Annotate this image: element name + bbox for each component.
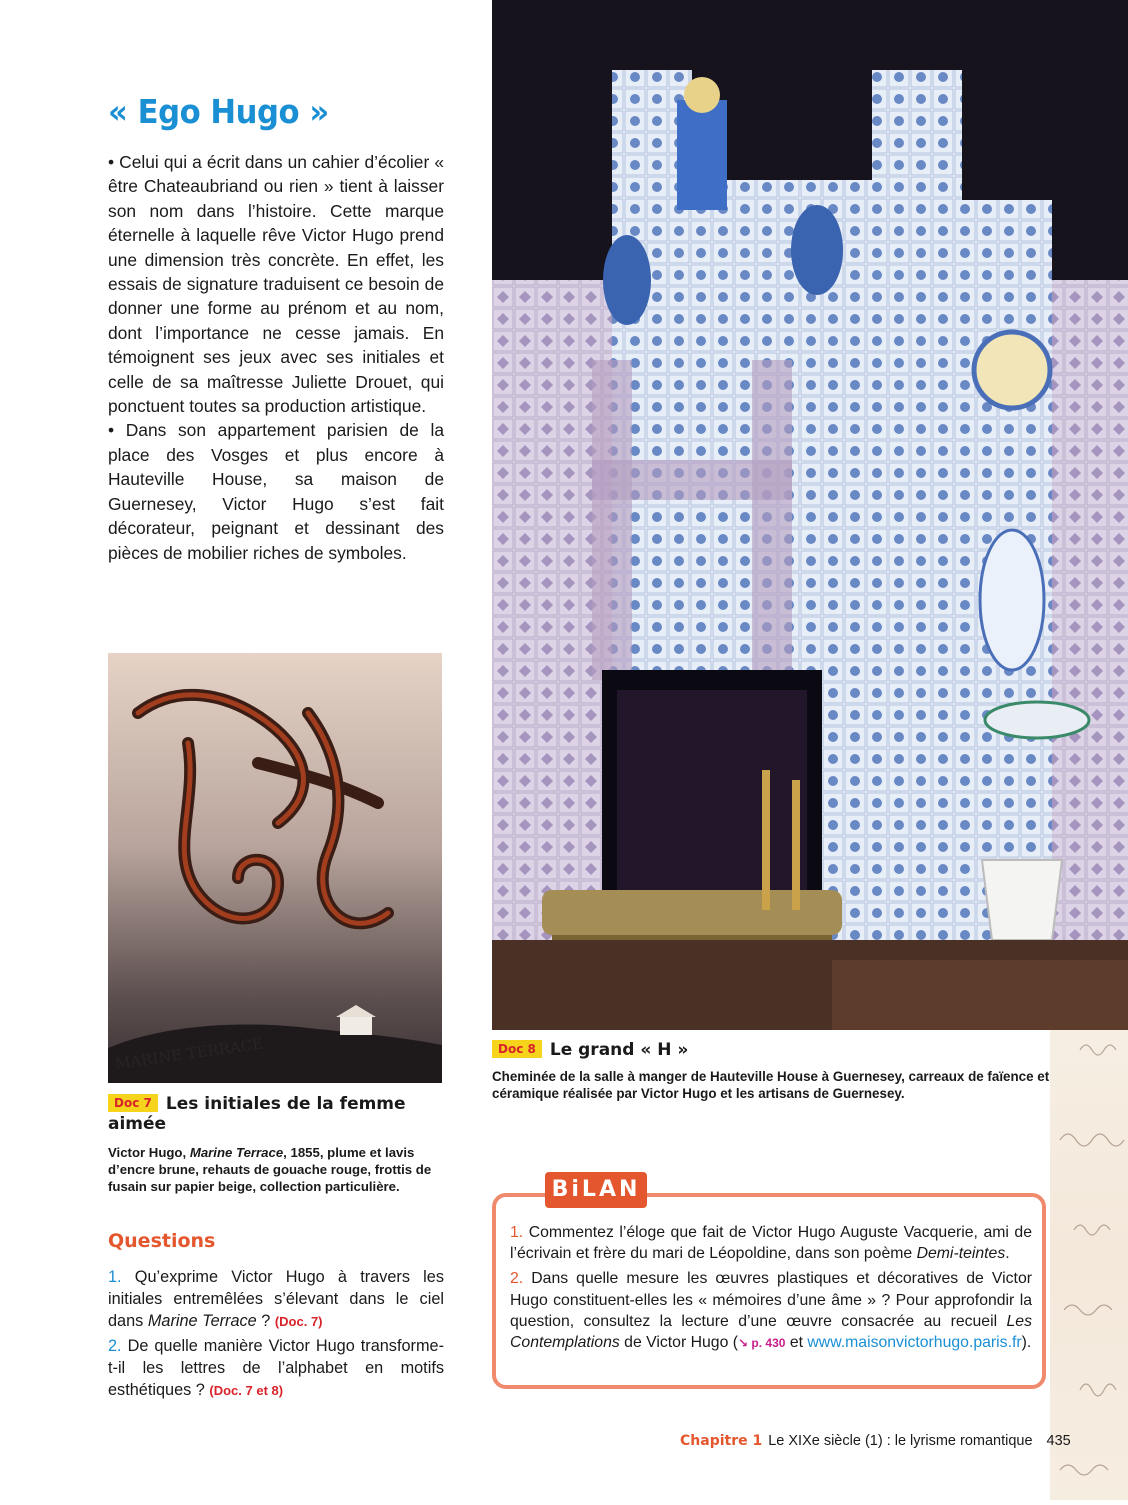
doc8-title: Le grand « H » xyxy=(549,1040,689,1060)
intro-text xyxy=(108,150,444,565)
doc7-caption-block xyxy=(108,1094,443,1195)
doc-tag: Doc 7 xyxy=(108,1094,158,1112)
website-link[interactable]: www.maisonvictorhugo.paris.fr xyxy=(807,1334,1022,1352)
page-title: « Ego Hugo » xyxy=(108,92,329,131)
page-footer xyxy=(680,1433,1071,1449)
page-reference-link[interactable]: ↘ p. 430 xyxy=(738,1336,786,1351)
bilan-text-part: et xyxy=(785,1334,808,1352)
footer-subtitle: Le XIXe siècle (1) : le lyrisme romantique xyxy=(768,1433,1033,1449)
doc7-caption xyxy=(108,1144,443,1195)
bilan-number: 1. xyxy=(510,1224,524,1241)
question-item xyxy=(108,1266,444,1333)
question-number: 1. xyxy=(108,1268,122,1286)
question-text: De quelle manière Victor Hugo transforme-t-il les lettres de l’alphabet en motifs esthétiques ? xyxy=(108,1337,444,1399)
bilan-text-part: Commentez l’éloge que fait de Victor Hugo Auguste Vacquerie, ami de l’écrivain et frère du mari de Léopoldine, dans son poème xyxy=(510,1224,1032,1263)
bilan-number: 2. xyxy=(510,1270,524,1288)
drawing-inscription: MARINE TERRACE xyxy=(114,1034,265,1073)
question-text: Qu’exprime Victor Hugo à travers les initiales entremêlées s’élevant dans le ciel dans xyxy=(108,1268,444,1330)
doc8-caption-block xyxy=(492,1040,1052,1102)
bilan-italic: Les Contemplations xyxy=(510,1312,1032,1352)
bilan-label: BiLAN xyxy=(545,1172,647,1208)
bilan-italic: Demi-teintes xyxy=(916,1245,1006,1263)
intro-paragraph: • Dans son appartement parisien de la place des Vosges et plus encore à Hauteville House, sa maison de Guernesey, Victor Hugo s’est fait décorateur, peignant et dessinant des pièces de mobilier riches de symboles. xyxy=(108,420,444,563)
question-italic: Marine Terrace xyxy=(147,1312,257,1330)
question-number: 2. xyxy=(108,1337,122,1355)
fireplace-photo xyxy=(492,0,1128,1030)
intro-paragraph: • Celui qui a écrit dans un cahier d’écolier « être Chateaubriand ou rien » tient à laisser son nom dans l’histoire. Cette marque éternelle à laquelle rêve Victor Hugo prend une dimension très concrète. En effet, les essais de signature traduisent ce besoin de donner une forme au prénom et au nom, dont l’importance ne cesse jamais. En témoignent ses jeux avec ses initiales et celle de sa maîtresse Juliette Drouet, qui ponctuent toutes sa production artistique. xyxy=(108,152,444,417)
question-item xyxy=(108,1335,444,1402)
doc7-title: Les initiales de la femme aimée xyxy=(108,1094,406,1134)
doc7-author: Victor Hugo, xyxy=(108,1145,190,1160)
footer-chapter: Chapitre 1 xyxy=(680,1433,763,1449)
page-number: 435 xyxy=(1046,1433,1071,1449)
bilan-question xyxy=(510,1222,1032,1264)
doc-reference: (Doc. 7) xyxy=(274,1314,323,1329)
bilan-text-part: . xyxy=(1005,1245,1010,1263)
bilan-text-part: ). xyxy=(1021,1334,1032,1352)
bilan-text-part: de Victor Hugo ( xyxy=(619,1334,739,1352)
doc-reference: (Doc. 7 et 8) xyxy=(209,1383,284,1398)
doc7-details: , 1855, plume et lavis d’encre brune, rehauts de gouache rouge, frottis de fusain sur papier beige, collection particulière. xyxy=(108,1145,432,1194)
manuscript-background xyxy=(1050,1010,1128,1500)
doc7-work: Marine Terrace xyxy=(189,1145,284,1160)
questions-heading: Questions xyxy=(108,1230,216,1252)
doc8-caption: Cheminée de la salle à manger de Hauteville House à Guernesey, carreaux de faïence et céramique réalisée par Victor Hugo et les artisans de Guernesey. xyxy=(492,1069,1050,1101)
questions-list xyxy=(108,1266,444,1404)
bilan-text-part: Dans quelle mesure les œuvres plastiques et décoratives de Victor Hugo constituent-elles les « mémoires d’une âme » ? Pour approfondir la question, consultez la lecture d’une œuvre consacrée au recueil xyxy=(510,1270,1032,1330)
doc-tag: Doc 8 xyxy=(492,1040,542,1058)
question-text: ? xyxy=(256,1312,275,1330)
bilan-text xyxy=(510,1222,1032,1358)
bilan-question xyxy=(510,1268,1032,1354)
marine-terrace-drawing xyxy=(108,653,442,1083)
